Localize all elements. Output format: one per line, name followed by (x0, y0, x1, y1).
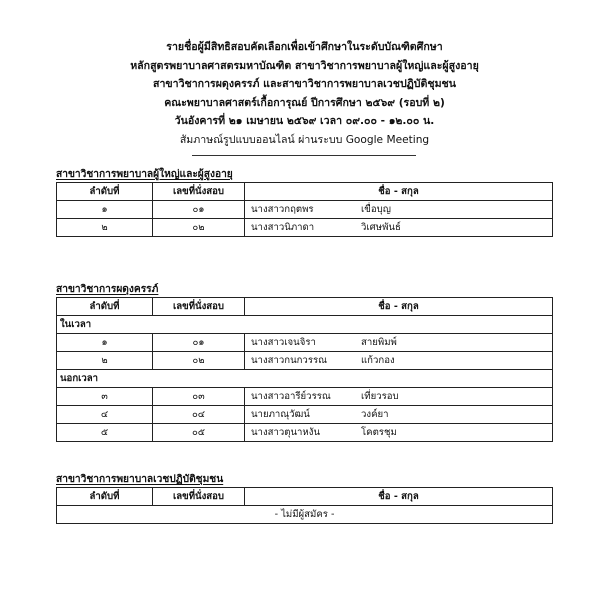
column-header-name: ชื่อ - สกุล (245, 488, 553, 506)
order-cell: ๒ (57, 219, 153, 237)
table-header-row (57, 488, 553, 506)
name-cell (245, 388, 553, 406)
section-community-nursing (56, 472, 552, 524)
column-header-order: ลำดับที่ (57, 298, 153, 316)
name-cell (245, 406, 553, 424)
group-row-in-hours (57, 316, 553, 334)
order-cell: ๒ (57, 352, 153, 370)
group-label: ในเวลา (57, 316, 553, 334)
seat-cell: ๐๒ (153, 219, 245, 237)
column-header-seat: เลขที่นั่งสอบ (153, 298, 245, 316)
table-header-row (57, 298, 553, 316)
group-label: นอกเวลา (57, 370, 553, 388)
column-header-seat: เลขที่นั่งสอบ (153, 488, 245, 506)
surname: วงค์ยา (361, 409, 389, 420)
seat-cell: ๐๒ (153, 352, 245, 370)
candidate-table (56, 297, 553, 442)
surname: วิเศษพันธ์ (361, 222, 401, 233)
table-row (57, 352, 553, 370)
seat-cell: ๐๑ (153, 201, 245, 219)
group-row-out-of-hours (57, 370, 553, 388)
order-cell: ๑ (57, 201, 153, 219)
table-row (57, 219, 553, 237)
section-title: สาขาวิชาการผดุงครรภ์ (56, 284, 159, 295)
table-row (57, 388, 553, 406)
table-row (57, 201, 553, 219)
order-cell: ๑ (57, 334, 153, 352)
header-line-4: คณะพยาบาลศาสตร์เกื้อการุณย์ ปีการศึกษา ๒๕๖๙ (รอบที่ ๒) (164, 96, 445, 109)
given-name: นายภาณุวัฒน์ (251, 409, 310, 420)
candidate-table (56, 182, 553, 237)
header-line-5: วันอังคารที่ ๒๑ เมษายน ๒๕๖๙ เวลา ๐๙.๐๐ - ๑๒.๐๐ น. (174, 115, 435, 127)
section-midwifery (56, 282, 552, 442)
header-line-3: สาขาวิชาการผดุงครรภ์ และสาขาวิชาการพยาบาลเวชปฏิบัติชุมชน (152, 78, 456, 90)
column-header-order: ลำดับที่ (57, 488, 153, 506)
name-cell (245, 352, 553, 370)
document-header (0, 38, 609, 149)
header-line-2: หลักสูตรพยาบาลศาสตรมหาบัณฑิต สาขาวิชาการพยาบาลผู้ใหญ่และผู้สูงอายุ (130, 59, 479, 72)
table-header-row (57, 183, 553, 201)
given-name: นางสาวกฤตพร (251, 204, 314, 215)
surname: แก้วกอง (361, 355, 395, 366)
section-title: สาขาวิชาการพยาบาลเวชปฏิบัติชุมชน (56, 474, 224, 485)
header-line-6: สัมภาษณ์รูปแบบออนไลน์ ผ่านระบบ Google Meeting (179, 133, 430, 146)
section-title: สาขาวิชาการพยาบาลผู้ใหญ่และผู้สูงอายุ (56, 169, 233, 180)
section-adult-nursing (56, 167, 552, 237)
seat-cell: ๐๕ (153, 424, 245, 442)
seat-cell: ๐๓ (153, 388, 245, 406)
header-line-1: รายชื่อผู้มีสิทธิสอบคัดเลือกเพื่อเข้าศึกษาในระดับบัณฑิตศึกษา (166, 41, 443, 53)
column-header-seat: เลขที่นั่งสอบ (153, 183, 245, 201)
name-cell (245, 201, 553, 219)
given-name: นางสาวกนกวรรณ (251, 355, 328, 366)
empty-row (57, 506, 553, 524)
given-name: นางสาวตุนาหงัน (251, 427, 321, 438)
seat-cell: ๐๔ (153, 406, 245, 424)
candidate-table (56, 487, 553, 524)
table-row (57, 334, 553, 352)
surname: สายพิมพ์ (361, 337, 397, 348)
name-cell (245, 334, 553, 352)
surname: โคตรชุม (361, 427, 397, 438)
header-divider (192, 155, 416, 156)
given-name: นางสาวนิภาดา (251, 222, 315, 233)
seat-cell: ๐๑ (153, 334, 245, 352)
order-cell: ๕ (57, 424, 153, 442)
order-cell: ๓ (57, 388, 153, 406)
given-name: นางสาวอารีย์วรรณ (251, 391, 331, 402)
table-row (57, 424, 553, 442)
name-cell (245, 424, 553, 442)
order-cell: ๔ (57, 406, 153, 424)
table-row (57, 406, 553, 424)
column-header-order: ลำดับที่ (57, 183, 153, 201)
given-name: นางสาวเจนจิรา (251, 337, 316, 348)
name-cell (245, 219, 553, 237)
surname: เขื่อบุญ (361, 204, 391, 215)
column-header-name: ชื่อ - สกุล (245, 298, 553, 316)
surname: เที่ยวรอบ (361, 391, 399, 402)
no-applicants-text: - ไม่มีผู้สมัคร - (57, 506, 553, 524)
column-header-name: ชื่อ - สกุล (245, 183, 553, 201)
